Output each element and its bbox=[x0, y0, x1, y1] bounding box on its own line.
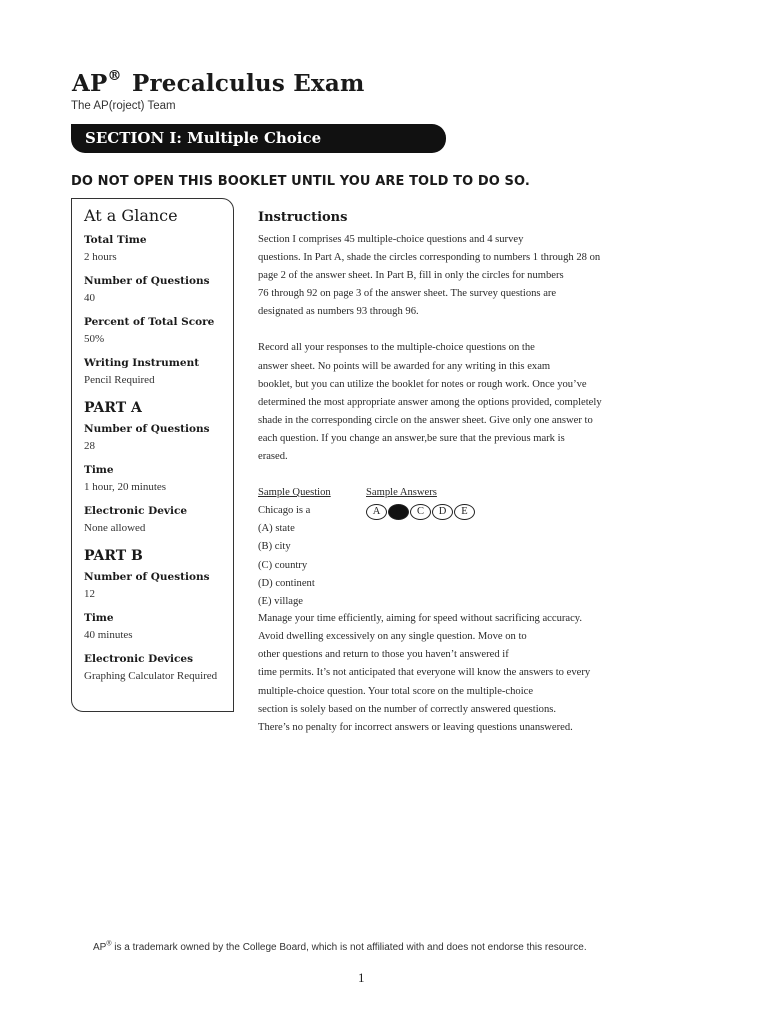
glance-label: Number of Questions bbox=[84, 275, 210, 287]
glance-label: Time bbox=[84, 612, 114, 624]
glance-value: 28 bbox=[84, 440, 95, 452]
answer-bubble-d: D bbox=[432, 504, 453, 520]
instructions-paragraph-2 bbox=[258, 339, 658, 466]
answer-bubble-c: C bbox=[410, 504, 431, 520]
exam-title bbox=[72, 70, 364, 97]
footer-registered-mark: ® bbox=[106, 940, 112, 948]
sample-question-text: Chicago is a bbox=[258, 505, 311, 517]
instructions-column bbox=[258, 210, 658, 737]
glance-value: 40 bbox=[84, 292, 95, 304]
text-line: Section I comprises 45 multiple-choice questions and 4 survey bbox=[258, 234, 524, 245]
footer-note-text: is a trademark owned by the College Board, which is not affiliated with and does not endorse this resource. bbox=[111, 942, 587, 953]
subtitle: The AP(roject) Team bbox=[71, 100, 176, 112]
glance-value: None allowed bbox=[84, 522, 146, 534]
trademark-note bbox=[93, 942, 587, 953]
answer-bubble-e: E bbox=[454, 504, 475, 520]
part-a-heading: PART A bbox=[84, 400, 142, 416]
sample-question-header: Sample Question bbox=[258, 487, 331, 499]
text-line: multiple-choice question. Your total score on the multiple-choice bbox=[258, 685, 534, 697]
text-line: erased. bbox=[258, 451, 288, 463]
instructions-paragraph-3 bbox=[258, 610, 658, 737]
page-number: 1 bbox=[358, 970, 365, 985]
glance-value: Pencil Required bbox=[84, 374, 155, 386]
sample-option: (B) city bbox=[258, 541, 291, 553]
text-line: There’s no penalty for incorrect answers or leaving questions unanswered. bbox=[258, 721, 573, 733]
title-rest: Precalculus Exam bbox=[131, 70, 365, 97]
instructions-paragraph-1 bbox=[258, 231, 658, 321]
glance-label: Number of Questions bbox=[84, 423, 210, 435]
text-line: time permits. It’s not anticipated that everyone will know the answers to every bbox=[258, 667, 591, 679]
glance-label: Time bbox=[84, 464, 114, 476]
instructions-heading: Instructions bbox=[258, 210, 348, 225]
glance-value: 1 hour, 20 minutes bbox=[84, 481, 167, 493]
glance-value: 12 bbox=[84, 588, 95, 600]
registered-mark: ® bbox=[107, 68, 122, 85]
glance-label: Percent of Total Score bbox=[84, 316, 215, 328]
glance-title: At a Glance bbox=[84, 206, 178, 225]
glance-label: Writing Instrument bbox=[84, 357, 200, 369]
warning-text: DO NOT OPEN THIS BOOKLET UNTIL YOU ARE TOLD TO DO SO. bbox=[71, 174, 530, 189]
glance-value: 50% bbox=[84, 333, 105, 345]
glance-label: Number of Questions bbox=[84, 571, 210, 583]
footer-mark-prefix: AP bbox=[93, 942, 107, 953]
sample-option: (E) village bbox=[258, 595, 304, 607]
sample-option: (A) state bbox=[258, 523, 295, 535]
sample-answers-header: Sample Answers bbox=[366, 487, 437, 499]
glance-label: Electronic Devices bbox=[84, 653, 193, 665]
sample-option: (C) country bbox=[258, 559, 308, 571]
part-b-heading: PART B bbox=[84, 548, 143, 564]
title-prefix: AP bbox=[72, 70, 108, 97]
text-line: shade in the corresponding circle on the answer sheet. Give only one answer to bbox=[258, 414, 593, 426]
glance-label: Electronic Device bbox=[84, 505, 188, 517]
text-line: section is solely based on the number of correctly answered questions. bbox=[258, 703, 557, 715]
text-line: Record all your responses to the multiple-choice questions on the bbox=[258, 342, 535, 354]
text-line: Avoid dwelling excessively on any single question. Move on to bbox=[258, 631, 527, 643]
sample-question-block bbox=[258, 484, 658, 610]
text-line: each question. If you change an answer,be sure that the previous mark is bbox=[258, 432, 565, 444]
text-line: 76 through 92 on page 3 of the answer sheet. The survey questions are bbox=[258, 288, 557, 300]
text-line: designated as numbers 93 through 96. bbox=[258, 306, 419, 318]
text-line: determined the most appropriate answer among the options provided, completely bbox=[258, 396, 602, 408]
text-line: booklet, but you can utilize the booklet for notes or rough work. Once you’ve bbox=[258, 378, 587, 390]
glance-label: Total Time bbox=[84, 234, 147, 246]
glance-value: 40 minutes bbox=[84, 629, 133, 641]
answer-bubble-b: B bbox=[388, 504, 409, 520]
text-line: questions. In Part A, shade the circles corresponding to numbers 1 through 28 on bbox=[258, 252, 601, 264]
sample-option: (D) continent bbox=[258, 577, 315, 589]
sample-answers-column bbox=[366, 484, 475, 520]
text-line: page 2 of the answer sheet. In Part B, fill in only the circles for numbers bbox=[258, 270, 564, 282]
glance-value: 2 hours bbox=[84, 251, 117, 263]
sample-question-column bbox=[258, 484, 331, 611]
text-line: answer sheet. No points will be awarded for any writing in this exam bbox=[258, 360, 551, 372]
glance-value: Graphing Calculator Required bbox=[84, 670, 218, 682]
answer-bubbles bbox=[366, 504, 475, 520]
at-a-glance-box bbox=[71, 198, 234, 712]
section-banner: SECTION I: Multiple Choice bbox=[71, 124, 446, 153]
text-line: other questions and return to those you haven’t answered if bbox=[258, 649, 509, 661]
text-line: Manage your time efficiently, aiming for speed without sacrificing accuracy. bbox=[258, 613, 583, 625]
answer-bubble-a: A bbox=[366, 504, 387, 520]
